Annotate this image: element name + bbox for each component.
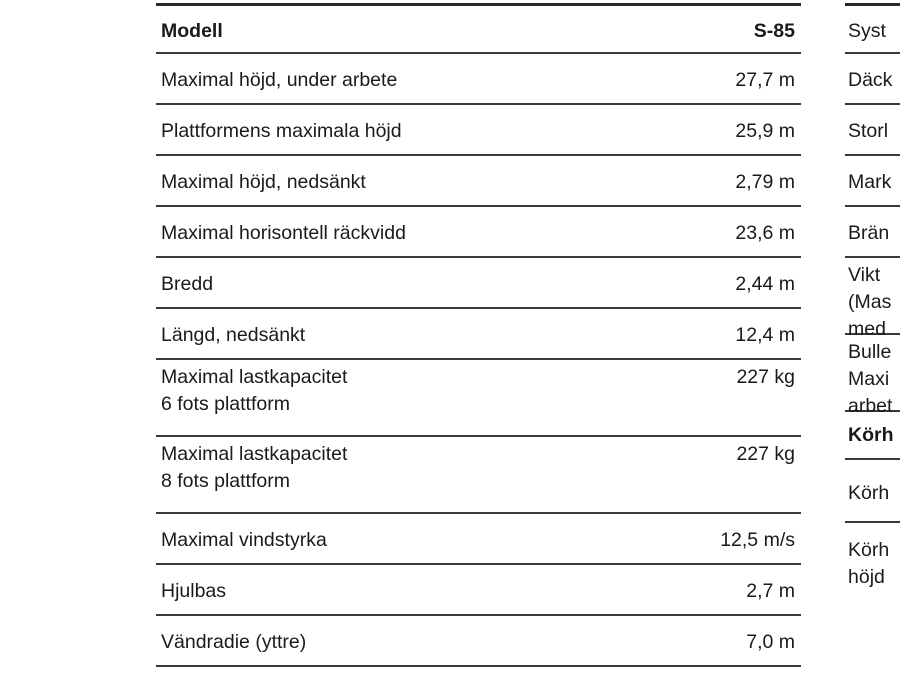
spec-rows	[156, 54, 801, 667]
spec-row	[156, 54, 801, 105]
table-header-row	[156, 6, 801, 54]
side-label-line: Körh	[848, 539, 890, 561]
spec-label-line: Maximal horisontell räckvidd	[161, 222, 406, 244]
side-row	[845, 105, 900, 156]
spec-value: 2,44 m	[735, 273, 795, 295]
spec-value: 23,6 m	[735, 222, 795, 244]
spec-label	[161, 322, 305, 349]
side-label-line: med	[848, 318, 886, 340]
spec-value: 7,0 m	[746, 631, 795, 653]
spec-label	[161, 364, 347, 418]
spec-label	[161, 527, 327, 554]
side-row	[845, 207, 900, 258]
spec-row	[156, 616, 801, 667]
side-label-line: (Mas	[848, 291, 892, 313]
spec-value: 27,7 m	[735, 69, 795, 91]
spec-label-line: Maximal vindstyrka	[161, 529, 327, 551]
spec-value: 227 kg	[736, 366, 795, 388]
side-row	[845, 156, 900, 207]
side-label-line: Bulle	[848, 341, 892, 363]
spec-label-line: 6 fots plattform	[161, 393, 290, 415]
spec-value: 2,79 m	[735, 171, 795, 193]
side-label-line: Maxi	[848, 368, 890, 390]
spec-label	[161, 629, 306, 656]
header-model-value: S-85	[753, 20, 795, 42]
spec-row	[156, 156, 801, 207]
side-label-line: arbet	[848, 395, 893, 417]
side-label-line: Körh	[848, 482, 890, 504]
spec-label-line: Bredd	[161, 273, 214, 295]
side-label-line: Brän	[848, 222, 890, 244]
side-label-line: Syst	[848, 20, 886, 42]
side-label-line: Mark	[848, 171, 892, 193]
side-row	[845, 258, 900, 340]
spec-label	[161, 220, 406, 247]
spec-label-line: Maximal lastkapacitet	[161, 366, 348, 388]
spec-row	[156, 258, 801, 309]
spec-label	[161, 578, 226, 605]
spec-value: 25,9 m	[735, 120, 795, 142]
spec-label-line: Plattformens maximala höjd	[161, 120, 402, 142]
side-label-line: Körh	[848, 424, 894, 446]
spec-label-line: Maximal höjd, under arbete	[161, 69, 398, 91]
header-label: Modell	[161, 20, 223, 42]
side-row	[845, 523, 900, 619]
spec-value: 12,5 m/s	[720, 529, 795, 551]
spec-label-line: 8 fots plattform	[161, 470, 290, 492]
spec-label	[161, 271, 213, 298]
spec-row	[156, 360, 801, 437]
side-label-line: Vikt	[848, 264, 881, 286]
side-label-line: höjd	[848, 566, 885, 588]
side-label-line: Däck	[848, 69, 893, 91]
side-table-partial	[845, 0, 900, 619]
side-row	[845, 54, 900, 105]
side-rows	[845, 6, 900, 619]
spec-label	[161, 118, 402, 145]
spec-label-line: Längd, nedsänkt	[161, 324, 306, 346]
spec-row	[156, 437, 801, 514]
spec-row	[156, 309, 801, 360]
spec-value: 2,7 m	[746, 580, 795, 602]
spec-label	[161, 67, 397, 94]
spec-label-line: Maximal höjd, nedsänkt	[161, 171, 366, 193]
spec-row	[156, 565, 801, 616]
faint-watermark	[620, 608, 634, 634]
side-row	[845, 460, 900, 523]
spec-label	[161, 169, 366, 196]
spec-label-line: Vändradie (yttre)	[161, 631, 307, 653]
spec-table	[156, 0, 801, 667]
side-row	[845, 335, 900, 417]
side-row	[845, 6, 900, 54]
spec-row	[156, 207, 801, 258]
spec-value: 12,4 m	[735, 324, 795, 346]
side-label-line: Storl	[848, 120, 889, 142]
spec-row	[156, 105, 801, 156]
spec-label	[161, 441, 347, 495]
spec-label-line: Maximal lastkapacitet	[161, 443, 348, 465]
spec-value: 227 kg	[736, 443, 795, 465]
spec-label-line: Hjulbas	[161, 580, 227, 602]
spec-row	[156, 514, 801, 565]
